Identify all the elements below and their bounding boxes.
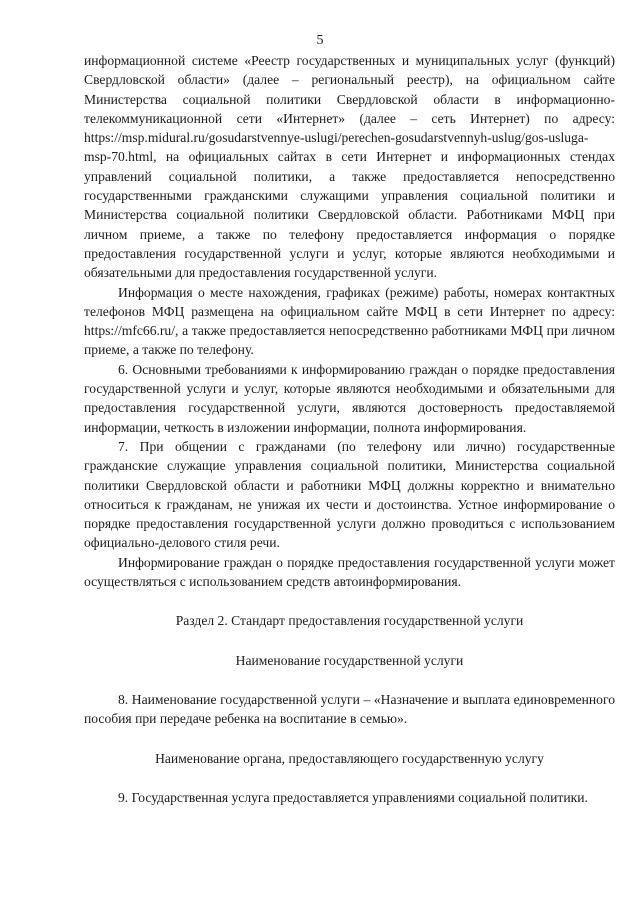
paragraph-autoinforming: Информирование граждан о порядке предоставления государственной услуги может осуществляться с использованием средств автоинформирования. [84,554,615,590]
spacer [84,631,615,651]
section-heading: Раздел 2. Стандарт предоставления государственной услуги [175,613,524,629]
paragraph-item-9: 9. Государственная услуга предоставляется управлениями социальной политики. [118,789,588,805]
paragraph-item-7: 7. При общении с гражданами (по телефону или лично) государственные гражданские служащие управления социальной политики, Министерства социальной политики Свердловской области и работники МФЦ должны корректно и внимательно относиться к гражданам, не унижая их чести и достоинства. Устное информирование о порядке предоставления государственной услуги должно проводиться с использованием официально-делового стиля речи. [84,438,615,551]
page-number: 5 [316,33,324,48]
subheading-providing-body: Наименование органа, предоставляющего государственную услугу [155,750,544,766]
subheading-service-name: Наименование государственной услуги [235,652,464,668]
paragraph-mfc-info: Информация о месте нахождения, графиках (режиме) работы, номерах контактных телефонов МФЦ размещена на официальном сайте МФЦ в сети Интернет по адресу: https://mfc66.ru/, а также предоставляется непосредственно работниками МФЦ при личном приеме, а также по телефону. [84,284,615,358]
spacer [84,768,615,788]
spacer [84,729,615,749]
document-body [84,51,615,807]
paragraph-item-8: 8. Наименование государственной услуги – «Назначение и выплата единовременного пособия при передаче ребенка на воспитание в семью». [84,691,615,727]
spacer [84,670,615,690]
paragraph-item-6: 6. Основными требованиями к информированию граждан о порядке предоставления государственной услуги и услуг, которые являются необходимыми и обязательными для предоставления государственной услуги, являются достоверность предоставляемой информации, четкость в изложении информации, полнота информирования. [84,361,615,435]
paragraph-registry-info: информационной системе «Реестр государственных и муниципальных услуг (функций) Свердловской области» (далее – региональный реестр), на официальном сайте Министерства социальной политики Свердловской области в информационно-телекоммуникационной сети «Интернет» (далее – сеть Интернет) по адресу: https://msp.midural.ru/gosudarstvennye-uslugi/perechen-gosudarstvennyh-uslug/gos-usluga-msp-70.html, на официальных сайтах в сети Интернет и информационных стендах управлений социальной политики, а также предоставляется непосредственно государственными гражданскими служащими управления социальной политики и Министерства социальной политики Свердловской области. Работниками МФЦ при личном приеме, а также по телефону предоставляется информация о порядке предоставления государственной услуги и услуг, которые являются необходимыми и обязательными для предоставления государственной услуги. [84,53,615,281]
spacer [84,591,615,611]
